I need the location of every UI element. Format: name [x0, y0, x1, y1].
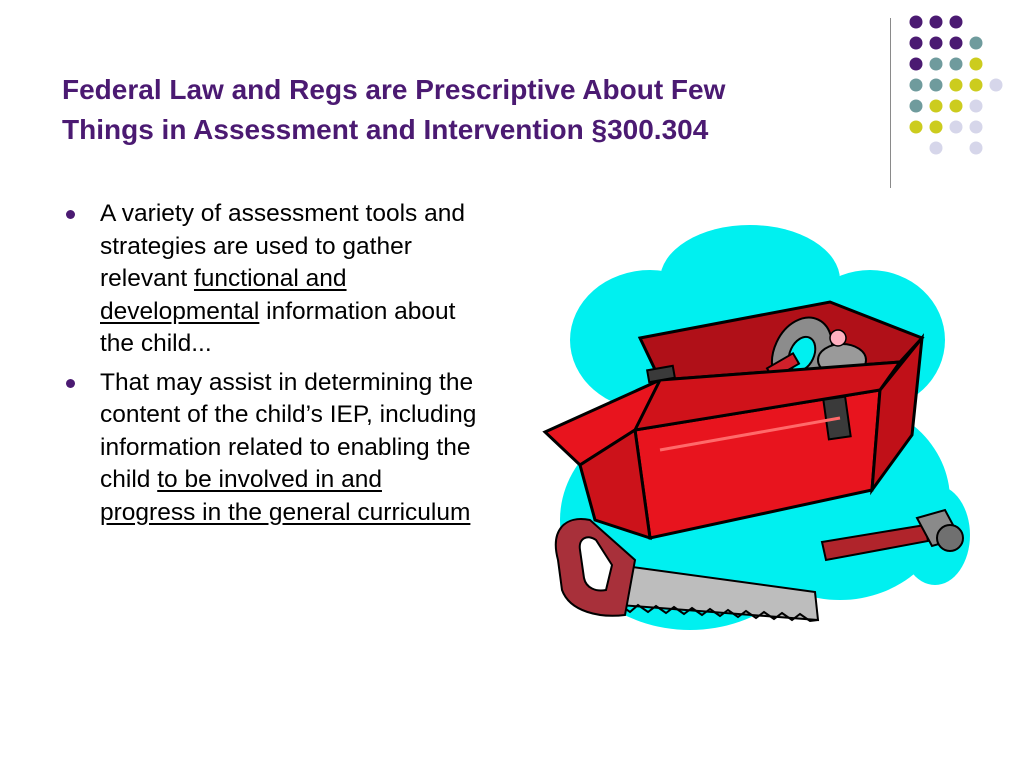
bullet-2-text: That may assist in determining the content of the child’s IEP, including information related to enabling the child — [100, 368, 477, 493]
toolbox-clipart — [540, 220, 970, 640]
title-divider — [890, 18, 891, 188]
decorative-dot-grid — [898, 12, 1018, 172]
title-line-2: Things in Assessment and Intervention §300.304 — [62, 114, 709, 145]
bullet-marker — [66, 210, 75, 219]
bullet-1-text: A variety of assessment tools and strategies are used to gather relevant — [100, 200, 465, 292]
bullet-1-underlined: functional and developmental — [100, 265, 347, 325]
bullet-item-1 — [62, 198, 482, 361]
bullet-item-2 — [62, 367, 482, 530]
title-line-1: Federal Law and Regs are Prescriptive About Few — [62, 74, 726, 105]
bullet-2-underlined: to be involved in and progress in the general curriculum — [100, 466, 471, 526]
slide-title — [62, 70, 882, 150]
bullet-1-tail: information about the child... — [100, 297, 456, 357]
bullet-marker — [66, 379, 75, 388]
bullet-list — [62, 198, 482, 535]
